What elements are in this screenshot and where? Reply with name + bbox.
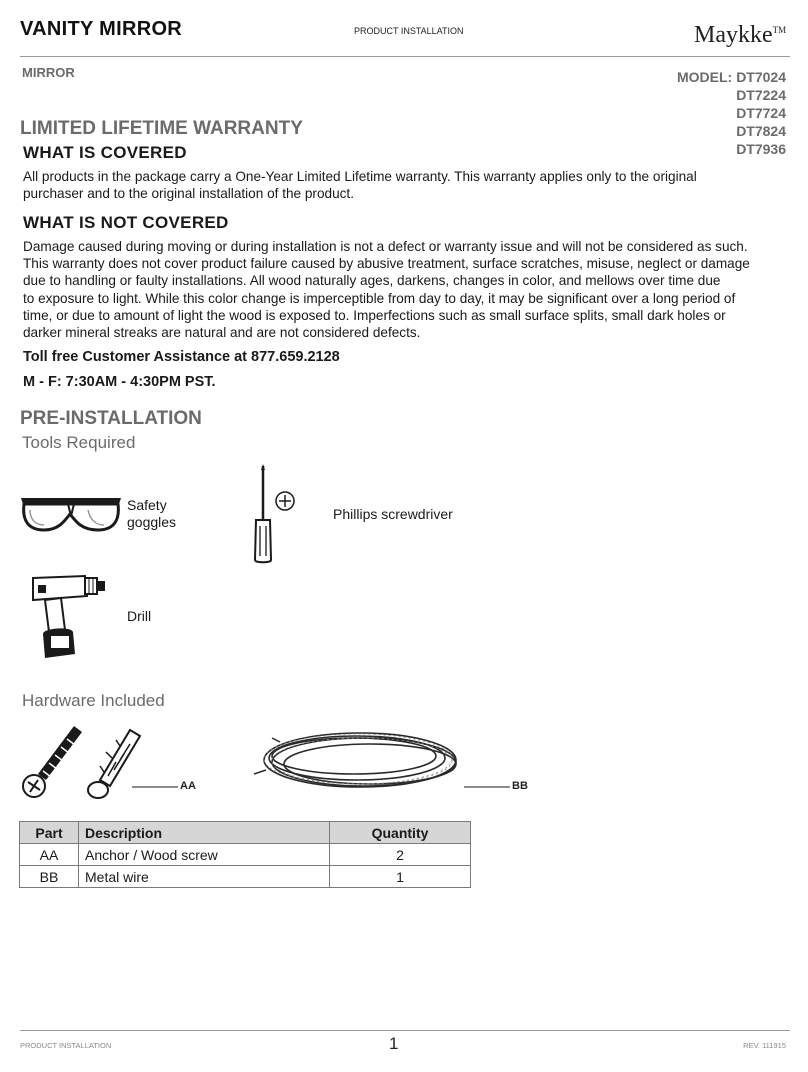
customer-phone: Toll free Customer Assistance at 877.659.2128 [23,349,340,365]
description-cell: Anchor / Wood screw [79,844,330,866]
model-label: MODEL: [676,69,733,85]
drill-label: Drill [127,608,152,624]
document-title: VANITY MIRROR [20,18,183,40]
preinstall-heading: PRE-INSTALLATION [20,408,202,429]
paragraph-line: darker mineral streaks are natural and are not considered defects. [23,325,421,341]
anchor-icon [86,724,146,804]
callout-aa: AA [180,780,196,792]
model-number: DT7936 [736,141,786,157]
quantity-cell: 1 [330,866,471,888]
column-header: Description [79,822,330,844]
covered-heading: WHAT IS COVERED [23,143,187,162]
paragraph-line: time, or due to amount of light the wood is exposed to. Imperfections such as small surface splits, small dark holes or [23,307,726,323]
model-list [672,68,786,158]
header-divider [20,56,790,57]
brand-name: Maykke [694,22,773,48]
paragraph-line: This warranty does not cover product failure caused by abusive treatment, surface scratches, misuse, neglect or damage [23,256,750,272]
table-row [20,844,471,866]
not-covered-paragraph [23,238,793,341]
paragraph-line: due to handling or faulty installations. All wood naturally ages, darkens, changes in color, and mellows over time due [23,273,721,289]
part-cell: AA [20,844,79,866]
phillips-screwdriver-icon [250,464,300,564]
hardware-heading: Hardware Included [22,691,165,710]
footer-label: PRODUCT INSTALLATION [20,1041,112,1050]
paragraph-line: purchaser and to the original installation of the product. [23,186,354,202]
callout-line [464,786,512,788]
revision-label: REV. 111915 [743,1041,786,1050]
metal-wire-icon [252,730,462,800]
goggles-label [127,497,176,531]
paragraph-line: Damage caused during moving or during installation is not a defect or warranty issue and will not be considered as such. [23,239,748,254]
covered-paragraph [23,168,793,202]
tools-heading: Tools Required [22,433,136,452]
product-category: MIRROR [22,65,75,80]
column-header: Part [20,822,79,844]
part-cell: BB [20,866,79,888]
label-line: goggles [127,514,177,530]
header-section-label: PRODUCT INSTALLATION [354,26,464,36]
column-header: Quantity [330,822,471,844]
trademark-mark: TM [772,25,787,35]
footer-divider [20,1030,790,1031]
model-number: DT7024 [736,69,786,85]
callout-bb: BB [512,780,528,792]
safety-goggles-icon [18,490,124,540]
wood-screw-icon [18,722,88,802]
paragraph-line: All products in the package carry a One-Year Limited Lifetime warranty. This warranty applies only to the original [23,169,697,184]
customer-hours: M - F: 7:30AM - 4:30PM PST. [23,374,216,390]
screwdriver-label: Phillips screwdriver [333,506,453,522]
parts-table [19,821,471,888]
description-cell: Metal wire [79,866,330,888]
model-number: DT7724 [736,105,786,121]
brand-logo [694,22,786,49]
paragraph-line: to exposure to light. While this color change is imperceptible from day to day, it may be significant over a long period of [23,290,736,306]
table-row [20,866,471,888]
model-number: DT7224 [736,87,786,103]
not-covered-heading: WHAT IS NOT COVERED [23,213,229,232]
drill-icon [25,570,115,662]
callout-line [132,786,180,788]
quantity-cell: 2 [330,844,471,866]
warranty-heading: LIMITED LIFETIME WARRANTY [20,118,303,139]
table-header-row [20,822,471,844]
model-number: DT7824 [736,123,786,139]
label-line: Safety [127,497,167,513]
page-number: 1 [389,1034,399,1053]
